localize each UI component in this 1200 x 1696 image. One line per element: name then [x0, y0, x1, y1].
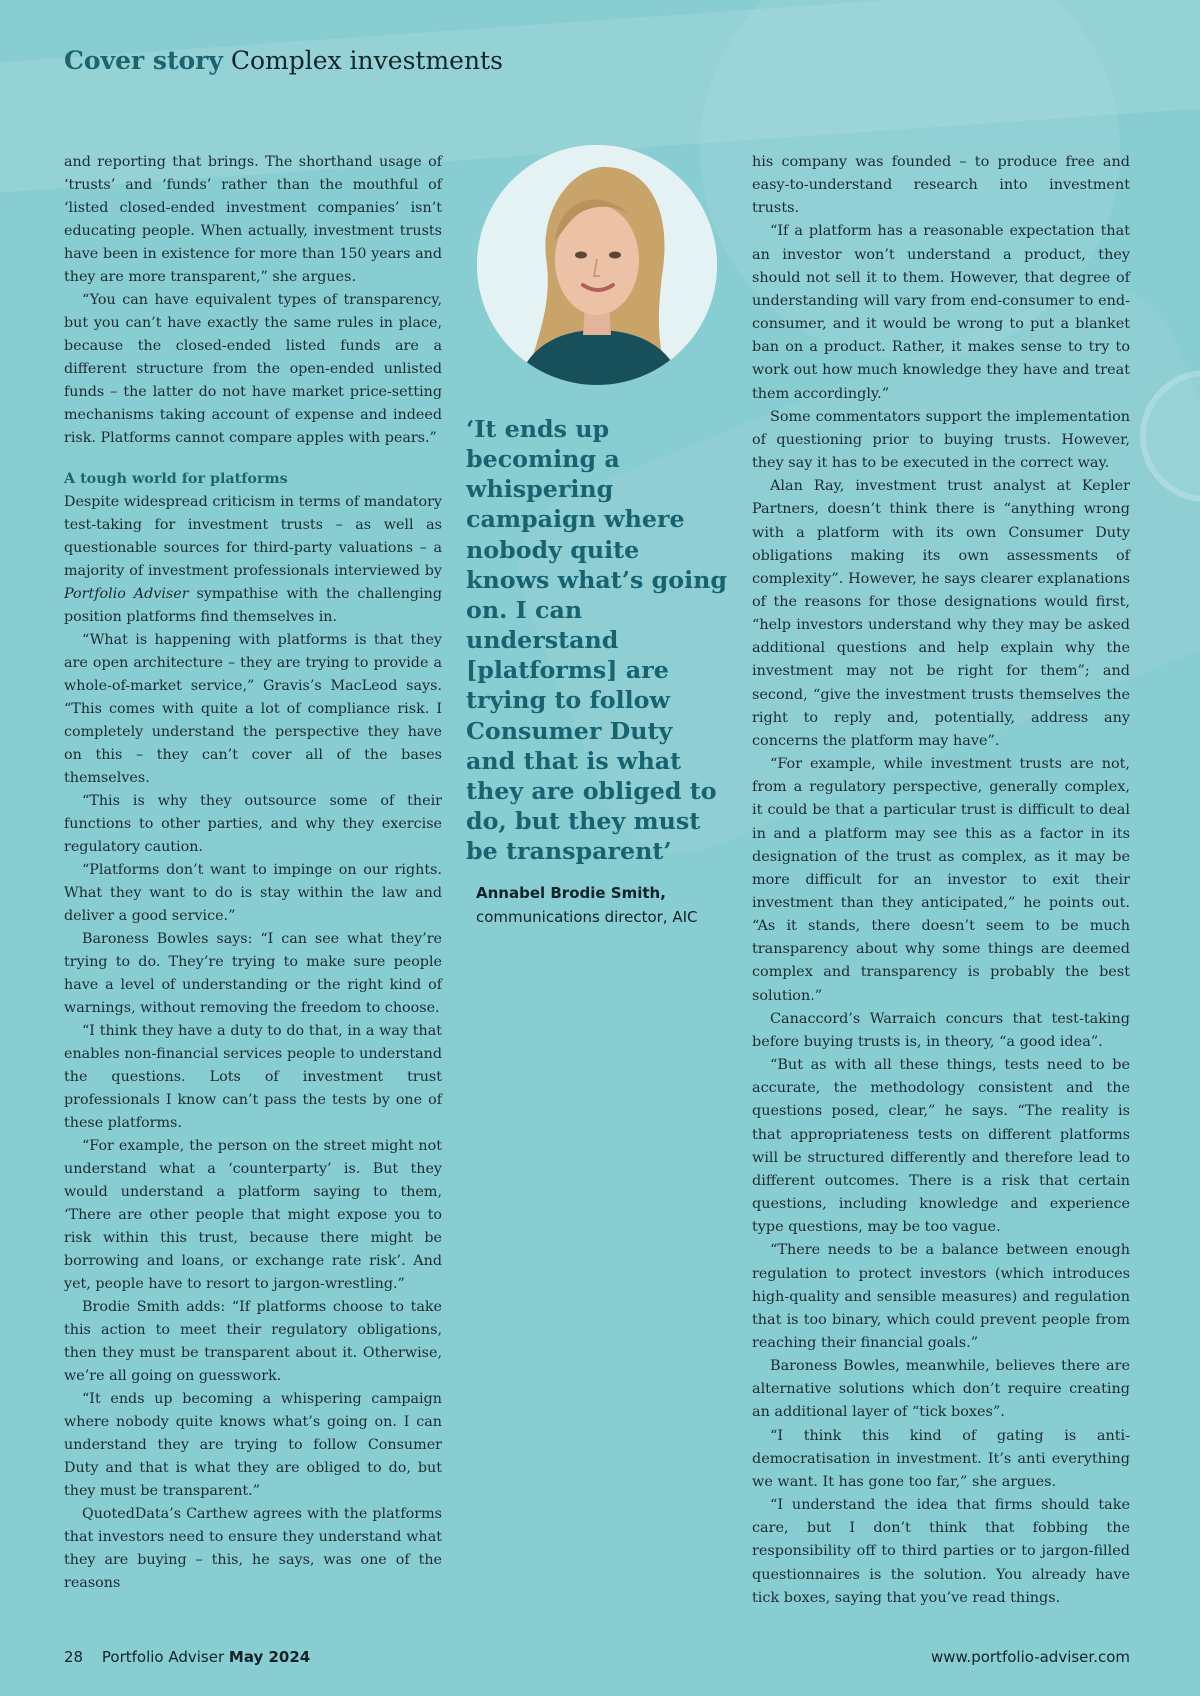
- paragraph: “You can have equivalent types of transparency, but you can’t have exactly the same rules in place, because the closed-ended listed funds are a different structure from the open-ended unlisted funds – the latter do not have market price-setting mechanisms taking account of expense and indeed risk. Platforms cannot compare apples with pears.”: [64, 292, 442, 446]
- paragraph: “I think this kind of gating is anti-democratisation in investment. It’s anti everything we want. It has gone too far,” she argues.: [752, 1427, 1130, 1490]
- paragraph: “For example, while investment trusts are not, from a regulatory perspective, generally complex, it could be that a particular trust is difficult to deal in and a platform may see this as a factor in its designation of the trust as complex, as it may be more difficult for an investor to exit their investment than they anticipated,” he points out. “As it stands, there doesn’t seem to be much transparency about why some things are deemed complex and transparency is probably the best solution.”: [752, 756, 1130, 1004]
- paragraph: Alan Ray, investment trust analyst at Kepler Partners, doesn’t think there is “anything wrong with a platform with its own Consumer Duty obligations making its own assessments of complexity”. However, he says clearer explanations of the reasons for those designations would first, “help investors understand why they may be asked additional questions and help explain why the investment may not be right for them”; and second, “give the investment trusts themselves the right to reply and, potentially, address any concerns the platform may have”.: [752, 478, 1130, 749]
- publication-name: Portfolio Adviser: [64, 586, 189, 602]
- portrait-photo: [477, 145, 717, 385]
- right-column: [752, 151, 1130, 1610]
- paragraph: [64, 491, 442, 629]
- page-number: 28: [64, 1648, 84, 1666]
- paragraph-text: Despite widespread criticism in terms of mandatory test-taking for investment trusts – as well as questionable sources for third-party valuations – a majority of investment professionals interviewed by: [64, 494, 442, 579]
- background-ring: [1140, 370, 1200, 502]
- paragraph: “What is happening with platforms is that they are open architecture – they are trying to provide a whole-of-market service,” Gravis’s MacLeod says. “This comes with quite a lot of compliance risk. I completely understand the perspective they have on this – they can’t cover all of the bases themselves.: [64, 632, 442, 786]
- paragraph: Brodie Smith adds: “If platforms choose to take this action to meet their regulatory obligations, then they must be transparent about it. Otherwise, we’re all going on guesswork.: [64, 1299, 442, 1384]
- subheading: A tough world for platforms: [64, 471, 288, 487]
- paragraph: “It ends up becoming a whispering campaign where nobody quite knows what’s going on. I can understand they are trying to follow Consumer Duty and that is what they are obliged to do, but they must be transparent.”: [64, 1391, 442, 1499]
- paragraph: Baroness Bowles, meanwhile, believes there are alternative solutions which don’t require creating an additional layer of “tick boxes”.: [752, 1358, 1130, 1421]
- paragraph: “There needs to be a balance between enough regulation to protect investors (which introduces high-quality and sensible measures) and regulation that is too binary, which could prevent people from reaching their financial goals.”: [752, 1242, 1130, 1351]
- paragraph: “If a platform has a reasonable expectation that an investor won’t understand a product, they should not sell it to them. However, that degree of understanding will vary from end-consumer to end-consumer, and it would be wrong to put a blanket ban on a product. Rather, it makes sense to try to work out how much knowledge they have and treat them accordingly.”: [752, 223, 1130, 402]
- paragraph: Baroness Bowles says: “I can see what they’re trying to do. They’re trying to make sure people have a level of understanding or the right kind of warnings, without removing the freedom to choose.: [64, 931, 442, 1016]
- paragraph: QuotedData’s Carthew agrees with the platforms that investors need to ensure they understand what they are buying – this, he says, was one of the reasons: [64, 1506, 442, 1591]
- article-title: Complex investments: [230, 46, 503, 75]
- section-label: Cover story: [64, 46, 223, 75]
- paragraph: “Platforms don’t want to impinge on our rights. What they want to do is stay within the law and deliver a good service.”: [64, 862, 442, 924]
- page-header: [64, 46, 503, 75]
- paragraph: “For example, the person on the street might not understand what a ‘counterparty’ is. But they would understand a platform saying to them, ‘There are other people that might expose you to risk within this trust, because there might be borrowing and loans, or exchange rate risk’. And yet, people have to resort to jargon-wrestling.”: [64, 1138, 442, 1292]
- paragraph: “I understand the idea that firms should take care, but I don’t think that fobbing the responsibility off to third parties or to jargon-filled questionnaires is the solution. You already have tick boxes, saying that you’ve read things.: [752, 1497, 1130, 1606]
- portrait-illustration: [477, 145, 717, 385]
- paragraph: “I think they have a duty to do that, in a way that enables non-financial services people to understand the questions. Lots of investment trust professionals I know can’t pass the tests by one of these platforms.: [64, 1023, 442, 1131]
- paragraph: Canaccord’s Warraich concurs that test-taking before buying trusts is, in theory, “a good idea”.: [752, 1010, 1130, 1050]
- website-link[interactable]: www.portfolio-adviser.com: [931, 1648, 1130, 1666]
- left-column: [64, 151, 442, 1595]
- pull-quote: ‘It ends up becoming a whispering campaign where nobody quite knows what’s going on. I can understand [platforms] are trying to follow Consumer Duty and that is what they are obliged to do, but they must be transparent’: [466, 415, 727, 866]
- paragraph: and reporting that brings. The shorthand usage of ‘trusts’ and ‘funds’ rather than the mouthful of ‘listed closed-ended investment companies’ isn’t educating people. When actually, investment trusts have been in existence for more than 150 years and they are more transparent,” she argues.: [64, 154, 442, 285]
- paragraph: “This is why they outsource some of their functions to other parties, and why they exercise regulatory caution.: [64, 793, 442, 855]
- paragraph: Some commentators support the implementation of questioning prior to buying trusts. However, they say it has to be executed in the correct way.: [752, 408, 1130, 472]
- pull-quote-attribution-name: Annabel Brodie Smith,: [476, 884, 666, 902]
- pull-quote-attribution-role: communications director, AIC: [476, 908, 698, 926]
- issue-date: May 2024: [228, 1648, 311, 1666]
- publication-name: Portfolio Adviser: [101, 1648, 225, 1666]
- paragraph-text: sympathise with the challenging position platforms find themselves in.: [64, 586, 442, 625]
- paragraph: “But as with all these things, tests need to be accurate, the methodology consistent and the questions posed, clear,” he says. “The reality is that appropriateness tests on different platforms will be structured differently and therefore lead to different outcomes. There is a risk that certain questions, including knowledge and experience type questions, may be too vague.: [752, 1057, 1130, 1236]
- page-footer: [64, 1648, 310, 1666]
- paragraph: his company was founded – to produce free and easy-to-understand research into investment trusts.: [752, 154, 1130, 217]
